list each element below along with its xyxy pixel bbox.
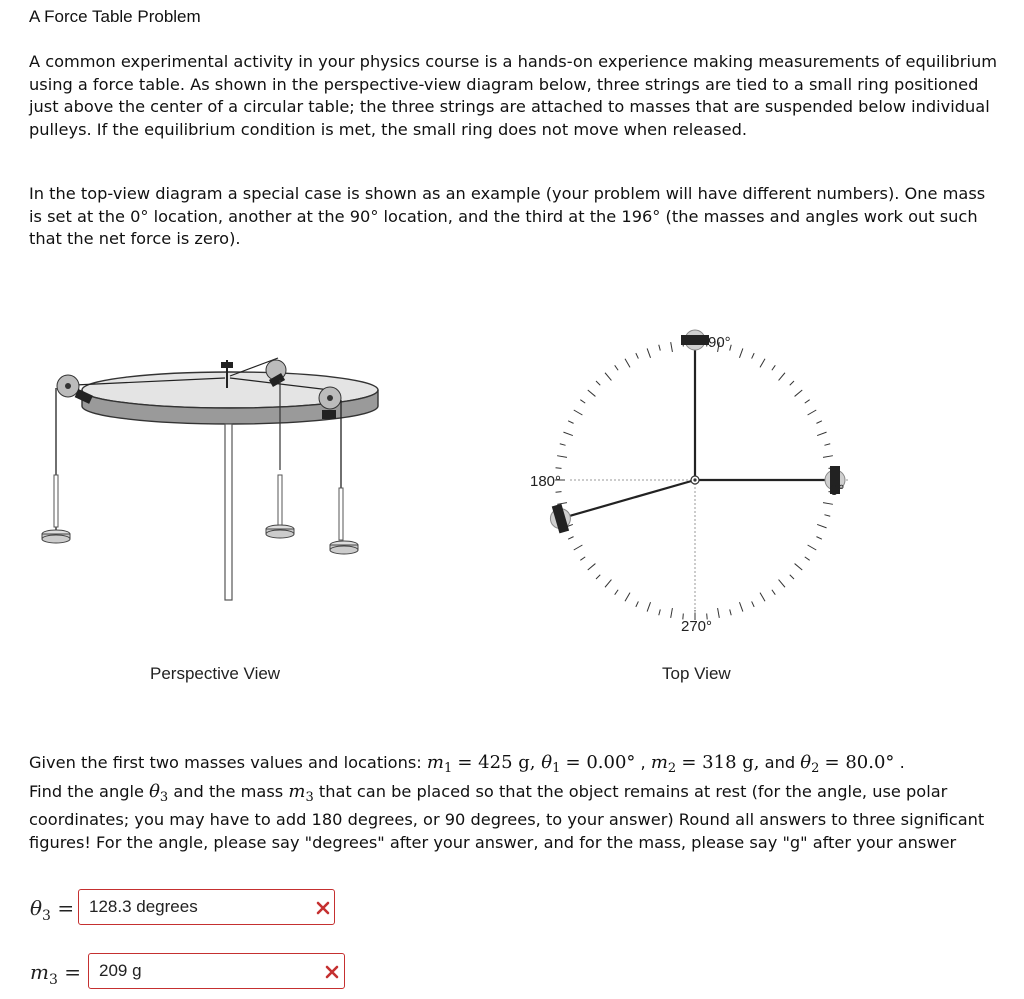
mass-middle <box>266 475 294 538</box>
angle-tick <box>730 609 732 615</box>
label-90: 90° <box>708 334 731 351</box>
angle-tick <box>574 410 583 415</box>
angle-tick <box>817 432 826 435</box>
table-post <box>225 424 232 600</box>
angle-tick <box>636 353 639 358</box>
angle-tick <box>625 359 630 368</box>
angle-tick <box>817 524 826 527</box>
perspective-view-diagram <box>30 340 390 610</box>
top-view-diagram <box>530 315 870 645</box>
theta3-answer-box[interactable] <box>78 889 335 925</box>
angle-tick <box>596 575 600 579</box>
angle-tick <box>671 342 673 352</box>
angle-tick <box>816 421 821 424</box>
angle-tick <box>615 365 618 370</box>
angle-tick <box>739 602 742 611</box>
angle-tick <box>824 515 830 517</box>
angle-tick <box>816 537 821 540</box>
angle-tick <box>580 557 585 560</box>
angle-tick <box>659 609 661 615</box>
angle-tick <box>779 373 785 381</box>
angle-tick <box>739 348 742 357</box>
angle-tick <box>805 557 810 560</box>
center-ring <box>221 362 233 368</box>
angle-tick <box>659 345 661 351</box>
angle-tick <box>823 503 833 505</box>
angle-tick <box>574 545 583 550</box>
angle-tick <box>772 590 775 595</box>
angle-tick <box>625 593 630 602</box>
clamp-90 <box>681 335 709 345</box>
angle-tick <box>568 421 573 424</box>
angle-tick <box>596 381 600 385</box>
problem-statement: Given the first two masses values and locations: $m_1 = 425$ g, $\theta_1 = 0.00^\circ$ , $m_2 = 318$ g, and $\theta_2 = 80.0^\circ$ . Find the angle $\theta_3$ and the mass $m_3$ that can be placed so that the object remains at rest (for the angle, use polar coordinates; you may have to add 180 degrees, or 90 degrees, to your answer) Round all answers to three significant figures! For the angle, please say "degrees" after your answer, and for the mass, please say "g" after your answer <box>29 752 985 852</box>
angle-tick <box>588 564 596 570</box>
angle-tick <box>557 503 567 505</box>
angle-tick <box>556 492 562 493</box>
angle-tick <box>560 444 566 446</box>
angle-tick <box>647 602 650 611</box>
theta3-input[interactable] <box>79 890 304 924</box>
mass-right <box>330 488 358 554</box>
label-0: 0° <box>830 482 845 499</box>
angle-tick <box>823 456 833 458</box>
angle-tick <box>795 390 803 396</box>
angle-tick <box>808 545 817 550</box>
label-270: 270° <box>681 618 713 635</box>
m3-input[interactable] <box>89 954 314 988</box>
m3-answer-box[interactable] <box>88 953 345 989</box>
angle-tick <box>808 410 817 415</box>
angle-tick <box>805 400 810 403</box>
angle-tick <box>605 580 611 588</box>
m3-label: $m_3$ = <box>30 960 82 988</box>
angle-tick <box>605 373 611 381</box>
angle-tick <box>588 390 596 396</box>
string-196 <box>560 480 695 519</box>
angle-tick <box>772 365 775 370</box>
angle-tick <box>671 608 673 618</box>
perspective-caption: Perspective View <box>150 664 281 683</box>
mass-left <box>42 475 70 543</box>
example-paragraph: In the top-view diagram a special case is shown as an example (your problem will have different numbers). One mass is set at the 0° location, another at the 90° location, and the third at the 196° (the masses and angles work out such that the net force is zero). <box>29 184 986 248</box>
angle-tick <box>557 456 567 458</box>
angle-tick <box>556 468 562 469</box>
angle-tick <box>790 381 794 385</box>
angle-tick <box>760 359 765 368</box>
top-caption: Top View <box>662 664 731 683</box>
angle-tick <box>790 575 794 579</box>
angle-tick <box>615 590 618 595</box>
label-180: 180° <box>530 473 562 490</box>
angle-tick <box>580 400 585 403</box>
theta3-label: $\theta_3$ = <box>30 896 75 924</box>
page-title: A Force Table Problem <box>29 7 201 26</box>
angle-tick <box>563 432 572 435</box>
angle-tick <box>824 444 830 446</box>
intro-paragraph: A common experimental activity in your physics course is a hands-on experience making measurements of equilibrium using a force table. As shown in the perspective-view diagram below, three strings are tied to a small ring positioned just above the center of a circular table; the three strings are attached to masses that are suspended below individual pulleys. If the equilibrium condition is met, the small ring does not move when released. <box>29 52 997 139</box>
angle-tick <box>779 580 785 588</box>
angle-tick <box>760 593 765 602</box>
angle-tick <box>795 564 803 570</box>
angle-tick <box>647 348 650 357</box>
example-strings <box>550 330 845 533</box>
incorrect-icon <box>325 965 339 979</box>
angle-tick <box>718 608 720 618</box>
incorrect-icon <box>316 901 330 915</box>
angle-tick <box>636 601 639 606</box>
angle-tick <box>752 353 755 358</box>
angle-tick <box>752 601 755 606</box>
angle-tick <box>568 537 573 540</box>
